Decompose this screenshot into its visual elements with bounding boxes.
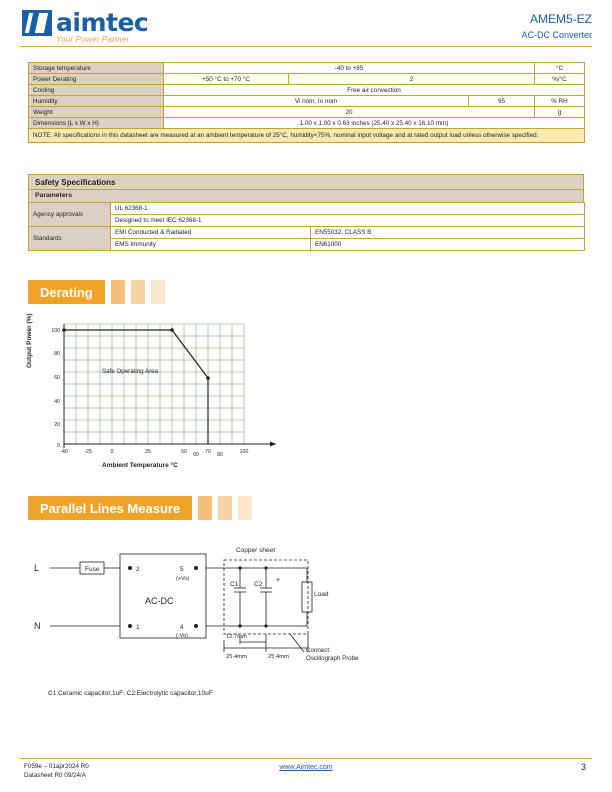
row-value: Free air convection [164,85,585,96]
company-name: aimtec [56,8,149,37]
product-type: AC-DC Converter [521,30,592,40]
row-unit: % RH [535,96,585,107]
svg-text:40: 40 [54,399,60,405]
row-value: 20 [164,107,535,118]
row-value: Designed to meet IEC 62368-1 [111,215,585,227]
label-connect: Connect [306,647,330,654]
table-row [29,85,585,96]
row-condition: Vi nom, Io nom [164,96,469,107]
website-link[interactable]: www.Aimtec.com [279,764,333,771]
row-unit: %/°C [535,74,585,85]
label-pin1: 1 [136,624,140,631]
x-tick-labels [60,449,248,458]
table-row [29,239,585,251]
label-device: AC-DC [145,596,174,606]
company-tagline: Your Power Partner [56,35,130,44]
svg-text:60: 60 [193,452,199,458]
footer-doc-ref: F059e – 01apr2024 R0 [24,763,89,770]
table-row [29,63,585,74]
footer-divider [20,758,592,759]
specifications-note: NOTE: All specifications in this datasheet are measured at an ambient temperature of 25°C, humidity<75%, nominal input voltage and at rated output load unless otherwise specified. [29,129,585,143]
row-label: Humidity [29,96,164,107]
row-value: UL 62368-1 [111,203,585,215]
page-number: 3 [580,762,586,772]
row-value: EN55032, CLASS B [311,227,585,239]
chart-annotation: Safe Operating Area [102,368,159,375]
row-label: Dimensions (L x W x H) [29,118,164,129]
header-right-block [521,12,592,40]
logo-text-block [56,10,148,44]
company-logo [22,10,148,44]
parallel-section-header [28,496,252,520]
capacitor-note: C1:Ceramic capacitor,1uF; C2:Electrolytic capacitor,10uF [48,690,213,697]
svg-text:25: 25 [145,449,151,455]
chart-y-axis-label: Output Power (%) [26,313,33,368]
chart-gridlines [64,324,244,444]
table-row [29,118,585,129]
footer-datasheet-rev: Datasheet R0 09/24/A [24,772,86,780]
svg-text:-40: -40 [60,449,68,455]
label-probe: Oscillograph Probe [306,655,359,662]
decorative-square [131,280,145,304]
row-value: 1.00 x 1.00 x 0.63 inches (25.40 x 25.40 x 16.10 mm) [164,118,585,129]
derating-chart [26,313,328,476]
row-unit: g [535,107,585,118]
row-value: 2 [289,74,535,85]
label-fuse: Fuse [85,566,100,573]
safety-specifications-block [28,174,584,251]
svg-text:20: 20 [54,422,60,428]
parameters-header: Parameters [28,190,584,203]
specifications-table [28,62,585,143]
footer-website[interactable] [0,764,612,771]
svg-text:80: 80 [217,452,223,458]
row-item: EMI Conducted & Radiated [111,227,311,239]
svg-text:0: 0 [110,449,114,455]
label-polarity: + [276,577,281,584]
safety-table [28,202,585,251]
decorative-square [151,280,165,304]
table-row [29,215,585,227]
label-pin2: 2 [136,566,140,573]
label-load: Load [314,591,329,598]
label-dim3: 25.4mm [268,654,289,660]
row-label: Storage temperature [29,63,164,74]
svg-text:70: 70 [205,449,211,455]
label-neutral: N [34,621,41,631]
label-vo-minus: (-Vo) [176,633,188,639]
label-copper-sheet: Copper sheet [236,547,276,554]
row-condition: +50 °C to +70 °C [164,74,289,85]
table-row [29,107,585,118]
row-unit: °C [535,63,585,74]
svg-text:60: 60 [54,375,60,381]
page-header [0,0,612,44]
chart-x-axis-label: Ambient Temperature °C [102,462,178,469]
row-label: Standards [29,227,111,251]
row-label: Cooling [29,85,164,96]
parallel-lines-diagram [28,536,398,686]
label-pin4: 4 [180,624,184,631]
model-number: AMEM5-EZ [529,12,592,26]
table-row [29,203,585,215]
svg-text:100: 100 [51,328,60,334]
row-value: 95 [469,96,535,107]
row-value: -40 to +85 [164,63,535,74]
svg-text:50: 50 [181,449,187,455]
decorative-square [198,496,212,520]
svg-text:80: 80 [54,351,60,357]
row-label: Weight [29,107,164,118]
decorative-square [218,496,232,520]
label-vo-plus: (+Vo) [176,576,190,582]
svg-text:100: 100 [239,449,249,455]
label-pin5: 5 [180,566,184,573]
parallel-title: Parallel Lines Measure [28,496,192,520]
header-divider [20,46,592,47]
row-label: Power Derating [29,74,164,85]
decorative-square [111,280,125,304]
decorative-square [238,496,252,520]
table-row [29,96,585,107]
derating-title: Derating [28,280,105,304]
label-c2: C2 [254,581,263,588]
derating-section-header [28,280,165,304]
safety-section-title: Safety Specifications [28,174,584,190]
label-line: L [34,563,40,573]
aimtec-logo-icon [22,10,52,36]
row-item: EMS Immunity [111,239,311,251]
row-value: EN61000 [311,239,585,251]
svg-text:0: 0 [57,443,60,449]
table-row [29,227,585,239]
parallel-lines-svg [28,536,398,686]
y-tick-labels [51,328,60,449]
row-label: Agency approvals [29,203,111,227]
table-row [29,74,585,85]
svg-text:-25: -25 [84,449,92,455]
derating-chart-svg [28,316,328,466]
label-dim1: 12.7mm [226,634,247,640]
table-note-row [29,129,585,143]
label-dim2: 25.4mm [226,654,247,660]
label-c1: C1 [230,581,239,588]
